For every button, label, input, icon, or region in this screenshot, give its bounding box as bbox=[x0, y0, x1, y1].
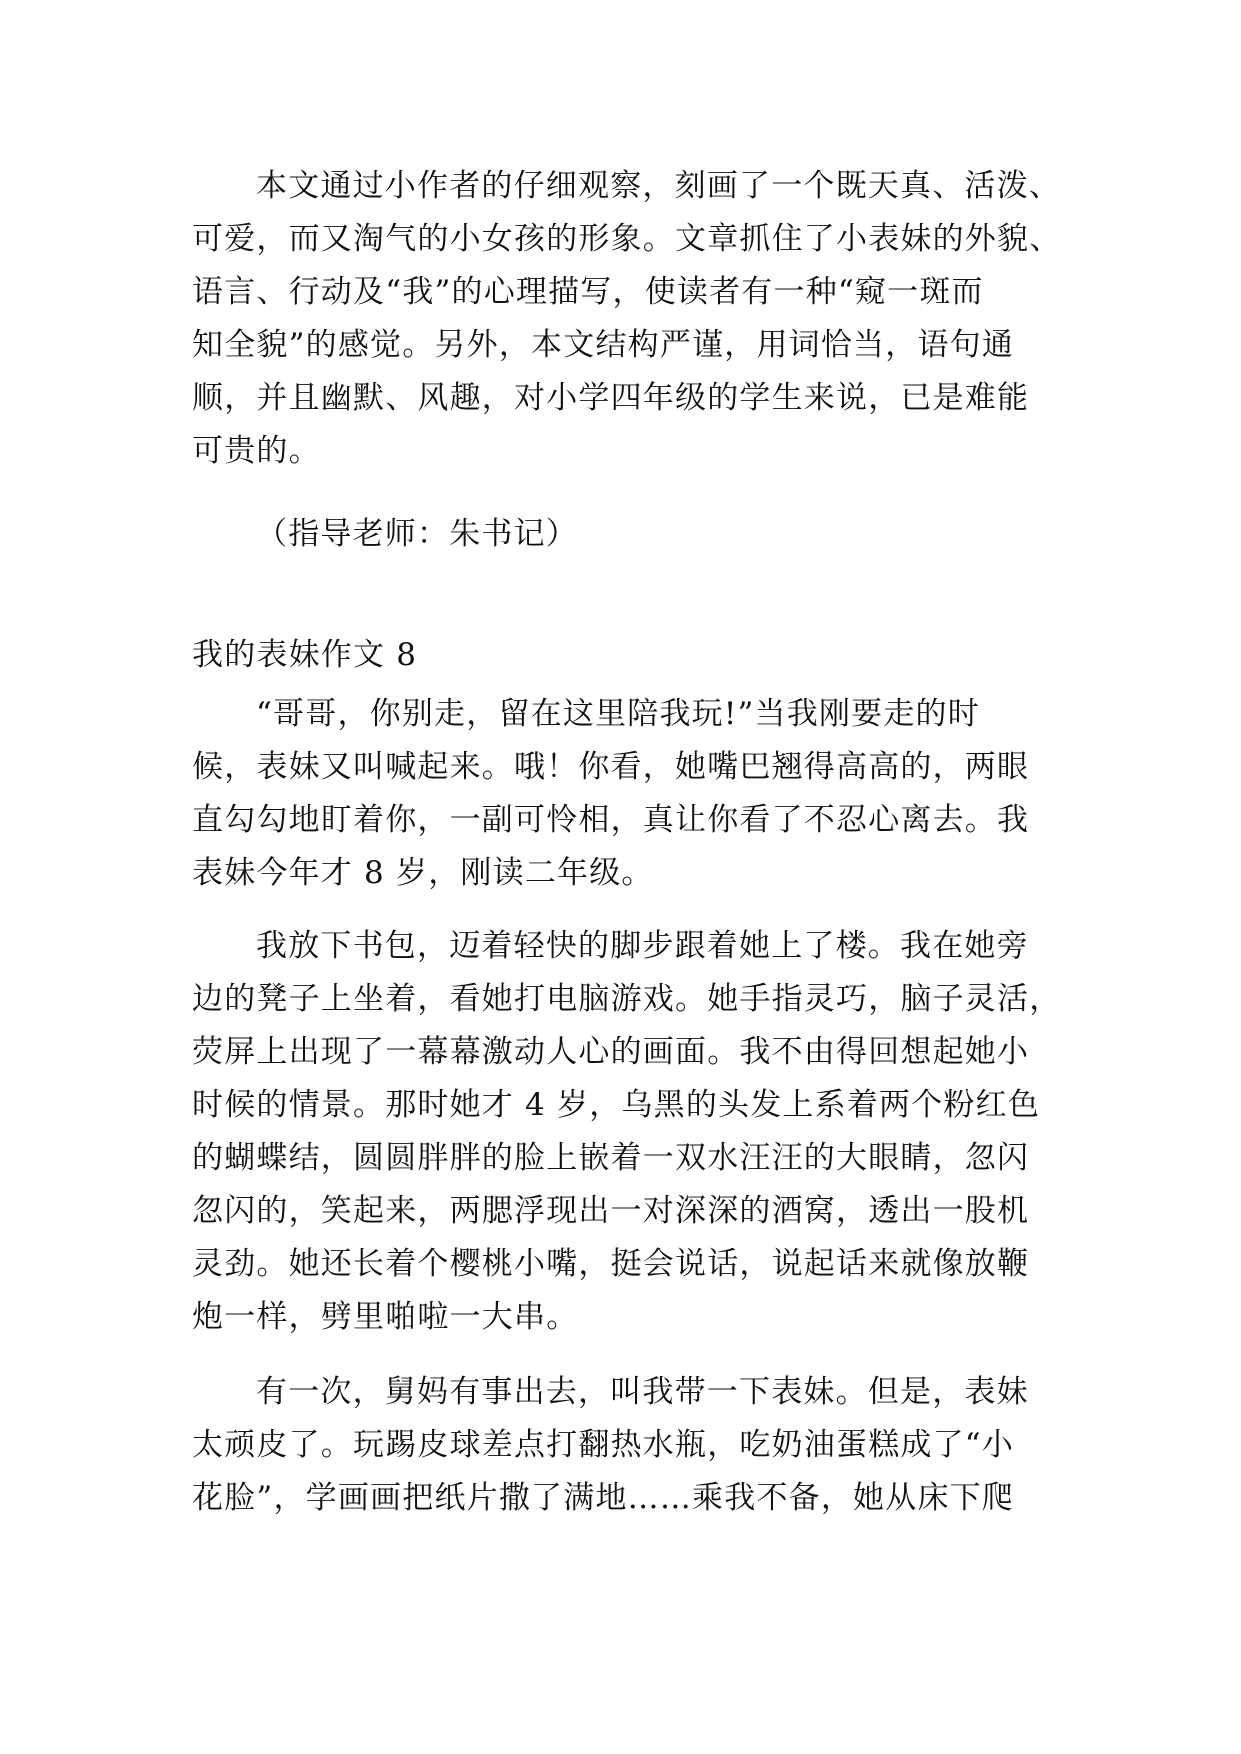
text-line: 本文通过小作者的仔细观察，刻画了一个既天真、活泼、 bbox=[256, 168, 1061, 204]
text-line: 语言、行动及“我”的心理描写，使读者有一种“窥一斑而 bbox=[192, 274, 984, 310]
text-line: “哥哥，你别走，留在这里陪我玩!”当我刚要走的时 bbox=[256, 696, 980, 732]
text-line: 知全貌”的感觉。另外，本文结构严谨，用词恰当，语句通 bbox=[192, 327, 1015, 363]
text-line: 边的凳子上坐着，看她打电脑游戏。她手指灵巧，脑子灵活， bbox=[192, 981, 1062, 1017]
text-line: 可爱，而又淘气的小女孩的形象。文章抓住了小表妹的外貌、 bbox=[192, 221, 1062, 257]
text-line: 灵劲。她还长着个樱桃小嘴，挺会说话，说起话来就像放鞭 bbox=[192, 1246, 1030, 1282]
text-line: 太顽皮了。玩踢皮球差点打翻热水瓶，吃奶油蛋糕成了“小 bbox=[192, 1427, 1015, 1463]
text-line: 顺，并且幽默、风趣，对小学四年级的学生来说，已是难能 bbox=[192, 380, 1030, 416]
text-line: 候，表妹又叫喊起来。哦！你看，她嘴巴翘得高高的，两眼 bbox=[192, 749, 1030, 785]
text-line: 时候的情景。那时她才 4 岁，乌黑的头发上系着两个粉红色 bbox=[192, 1087, 1041, 1123]
text-line: 的蝴蝶结，圆圆胖胖的脸上嵌着一双水汪汪的大眼睛，忽闪 bbox=[192, 1140, 1030, 1176]
advisor-note: （指导老师：朱书记） bbox=[256, 516, 578, 552]
text-line: 荧屏上出现了一幕幕激动人心的画面。我不由得回想起她小 bbox=[192, 1034, 1030, 1070]
text-line: 忽闪的，笑起来，两腮浮现出一对深深的酒窝，透出一股机 bbox=[192, 1193, 1030, 1229]
text-line: 我放下书包，迈着轻快的脚步跟着她上了楼。我在她旁 bbox=[256, 928, 1029, 964]
text-line: 直勾勾地盯着你，一副可怜相，真让你看了不忍心离去。我 bbox=[192, 802, 1030, 838]
text-line: 有一次，舅妈有事出去，叫我带一下表妹。但是，表妹 bbox=[256, 1374, 1029, 1410]
text-line: 可贵的。 bbox=[192, 433, 321, 469]
text-line: 炮一样，劈里啪啦一大串。 bbox=[192, 1299, 579, 1335]
text-line: 花脸”，学画画把纸片撒了满地……乘我不备，她从床下爬 bbox=[192, 1480, 1015, 1516]
text-line: 表妹今年才 8 岁，刚读二年级。 bbox=[192, 855, 654, 891]
section-title: 我的表妹作文 8 bbox=[192, 637, 418, 673]
